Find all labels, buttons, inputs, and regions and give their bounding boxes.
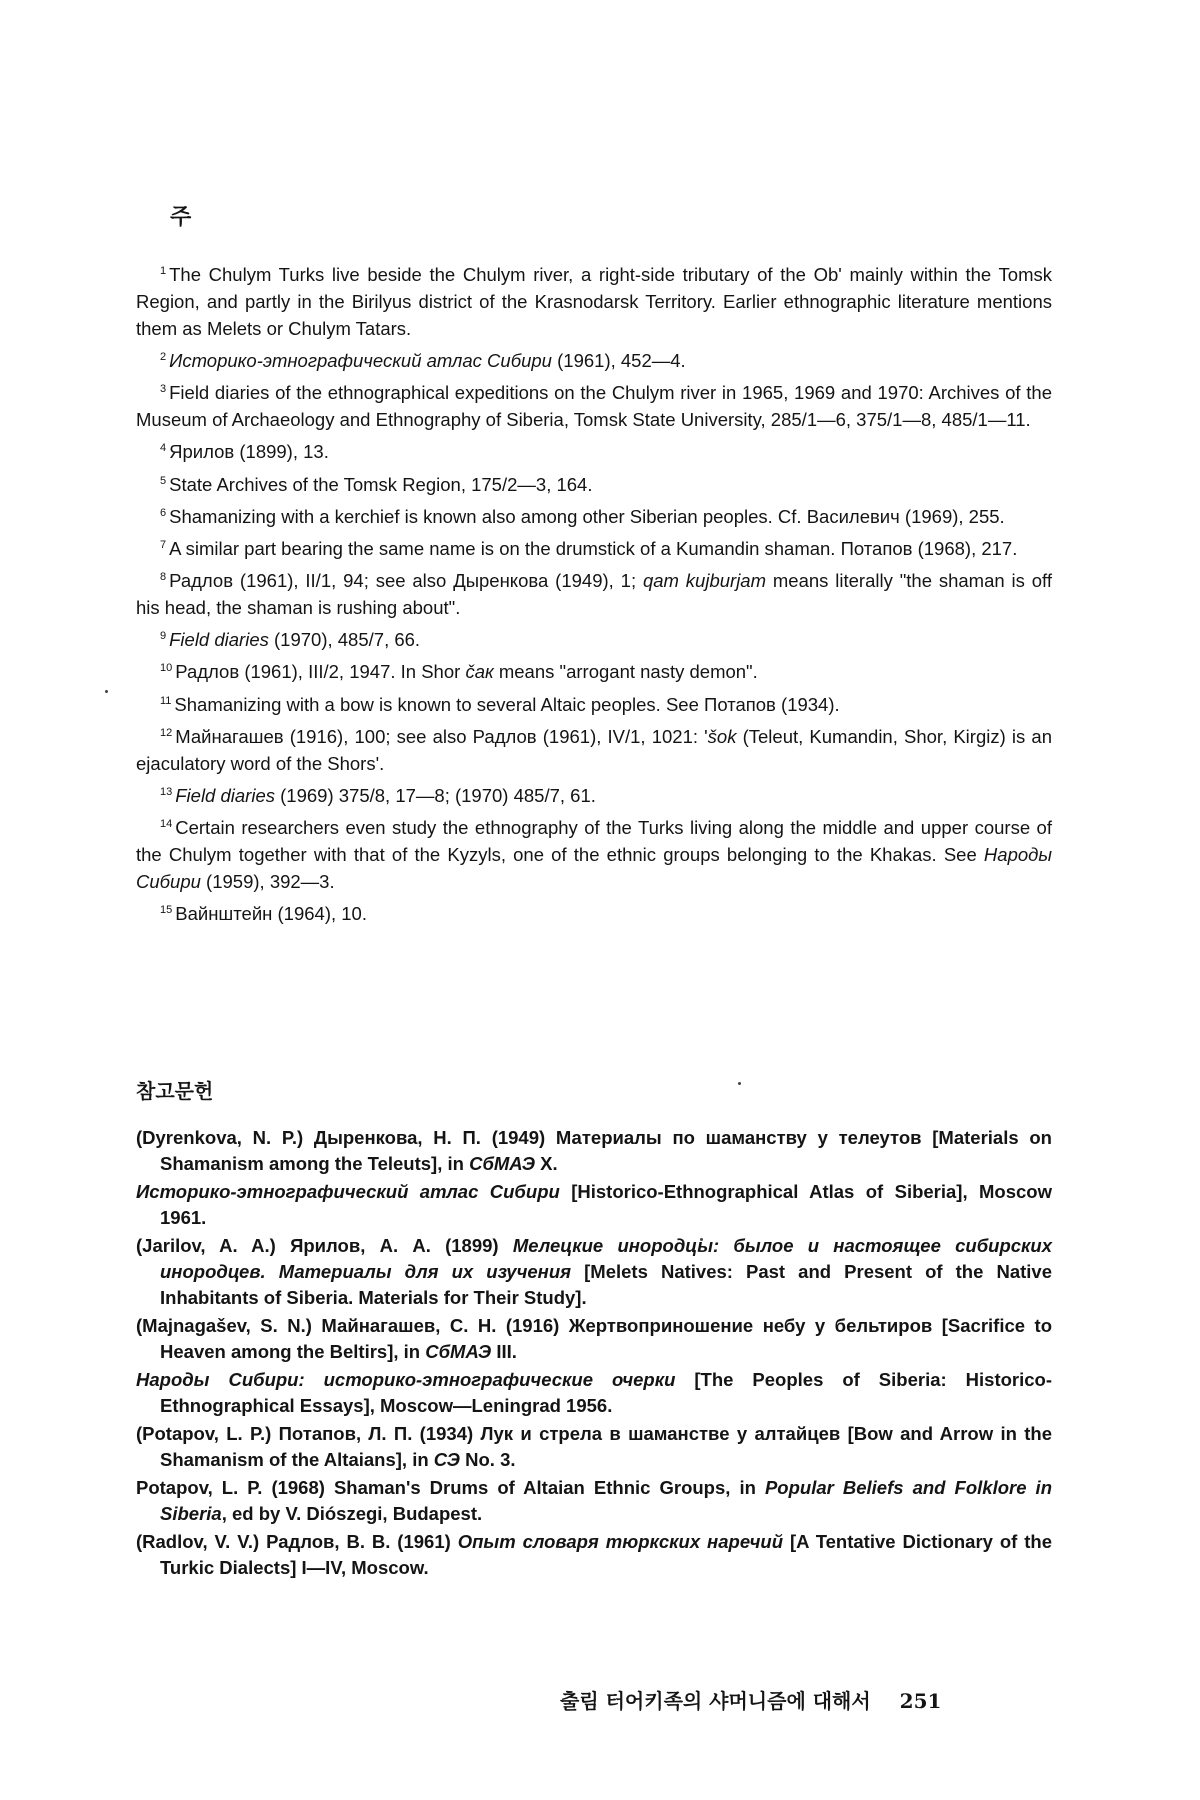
footnote-4 (136, 435, 1052, 465)
references-list (136, 1125, 1052, 1583)
footnote-text: Майнагашев (1916), 100; see also Радлов (1961), IV/1, 1021: ' (175, 725, 708, 747)
footnote-text: (1969) 375/8, 17—8; (1970) 485/7, 61. (275, 785, 596, 807)
reference-italic: Popular Beliefs and Folklore in Siberia (160, 1477, 1052, 1524)
footnote-number: 10 (160, 662, 173, 675)
footnote-italic: čaк (465, 661, 494, 683)
footnote-number: 7 (160, 538, 167, 551)
reference-item (136, 1125, 1052, 1177)
footnote-number: 15 (160, 904, 173, 917)
footnote-8 (136, 564, 1052, 621)
footnote-3 (136, 376, 1052, 433)
reference-item (136, 1475, 1052, 1527)
footnote-11 (136, 688, 1052, 718)
reference-italic: Историко-этнографический атлас Сибири (136, 1181, 560, 1202)
footnote-number: 3 (160, 383, 167, 396)
reference-text: [The Peoples of Siberia: Historico-Ethnographical Essays], Moscow—Leningrad 1956. (160, 1369, 1052, 1416)
footnote-text: Field diaries of the ethnographical expeditions on the Chulym river in 1965, 1969 and 1970: Archives of the Museum of Archaeology and Ethnography of Siberia, Tomsk State University, 285/1—6, 375/1—8, 485/1—11. (136, 382, 1052, 431)
reference-text: X. (535, 1153, 558, 1174)
footnote-number: 6 (160, 506, 167, 519)
footnote-text: (1970), 485/7, 66. (268, 629, 421, 651)
footnote-14 (136, 811, 1052, 895)
reference-text: III. (491, 1341, 517, 1362)
footnote-text: The Chulym Turks live beside the Chulym river, a right-side tributary of the Ob' mainly within the Tomsk Region, and partly in the Birilyus district of the Krasnodarsk Territory. Earlier ethnographic literature mentions them as Melets or Chulym Tatars. (136, 264, 1052, 340)
footnote-number: 12 (160, 726, 173, 739)
scan-speck (738, 1082, 741, 1085)
scan-speck (105, 690, 108, 693)
footnote-number: 4 (160, 442, 167, 455)
footnote-12 (136, 720, 1052, 777)
footnote-italic: Field diaries (175, 785, 275, 807)
footnote-text: Радлов (1961), II/1, 94; see also Дыренкова (1949), 1; (169, 570, 643, 592)
reference-text: Potapov, L. P. (1968) Shaman's Drums of Altaian Ethnic Groups, in (136, 1477, 765, 1498)
page-number: 251 (899, 1689, 942, 1713)
footnote-10 (136, 655, 1052, 685)
footnote-number: 13 (160, 785, 173, 798)
footnote-italic: Field diaries (169, 629, 269, 651)
reference-italic: СбМАЭ (469, 1153, 536, 1174)
reference-text: [Melets Natives: Past and Present of the Native Inhabitants of Siberia. Materials for Their Study]. (160, 1261, 1053, 1308)
footnote-text: Certain researchers even study the ethnography of the Turks living along the middle and upper course of the Chulym together with that of the Kyzyls, one of the ethnic groups belonging to the Khakas. See (136, 817, 1052, 866)
reference-italic: СбМАЭ (425, 1341, 492, 1362)
reference-text: , ed by V. Diószegi, Budapest. (221, 1503, 483, 1524)
footnote-5 (136, 468, 1052, 498)
reference-text: (Dyrenkova, N. P.) Дыренкова, Н. П. (1949) Материалы по шаманству у телеутов [Materials on Shamanism among the Teleuts], in (136, 1127, 1052, 1174)
footnote-number: 8 (160, 571, 167, 584)
footnote-2 (136, 344, 1052, 374)
footnote-italic: qam kujburjam (642, 570, 767, 592)
reference-italic: Мелецкие инородцы: былое и настоящее сибирских инородцев. Материалы для их изучения (160, 1235, 1052, 1282)
footnote-number: 2 (160, 351, 167, 364)
footnote-text: means "arrogant nasty demon". (493, 661, 758, 683)
reference-item (136, 1313, 1052, 1365)
footnote-text: Shamanizing with a bow is known to several Altaic peoples. See Потапов (1934). (174, 693, 840, 715)
footnote-text: A similar part bearing the same name is on the drumstick of a Kumandin shaman. Потапов (1968), 217. (169, 538, 1018, 560)
reference-item (136, 1529, 1052, 1581)
footnote-text: Ярилов (1899), 13. (169, 441, 329, 463)
reference-item (136, 1367, 1052, 1419)
footnote-text: Вайнштейн (1964), 10. (175, 903, 367, 925)
reference-item (136, 1179, 1052, 1231)
footnote-italic: Народы Сибири (136, 844, 1052, 893)
reference-italic: СЭ (433, 1449, 460, 1470)
reference-italic: Народы Сибири: историко-этнографические очерки (136, 1369, 676, 1390)
footnote-6 (136, 500, 1052, 530)
footnote-text: Радлов (1961), III/2, 1947. In Shor (175, 661, 466, 683)
reference-text: [A Tentative Dictionary of the Turkic Dialects] I—IV, Moscow. (160, 1531, 1052, 1578)
footnote-italic: Историко-этнографический атлас Сибири (169, 350, 552, 372)
footnote-text: Shamanizing with a kerchief is known also among other Siberian peoples. Cf. Василевич (1969), 255. (169, 505, 1005, 527)
footnote-9 (136, 623, 1052, 653)
footnote-text: (1961), 452—4. (551, 350, 686, 372)
footnote-text: (Teleut, Kumandin, Shor, Kirgiz) is an ejaculatory word of the Shors'. (136, 725, 1052, 774)
reference-text: No. 3. (459, 1449, 516, 1470)
reference-item (136, 1421, 1052, 1473)
reference-text: (Jarilov, A. A.) Ярилов, А. А. (1899) (136, 1235, 513, 1256)
footnote-15 (136, 897, 1052, 927)
reference-item (136, 1233, 1052, 1311)
reference-text: (Radlov, V. V.) Радлов, В. В. (1961) (136, 1531, 458, 1552)
running-title: 출림 터어키족의 샤머니즘에 대해서 (560, 1689, 871, 1713)
footnote-1 (136, 258, 1052, 342)
footnote-number: 1 (160, 265, 167, 277)
footnote-italic: šok (707, 725, 737, 747)
page-footer (560, 1685, 941, 1714)
reference-text: (Majnagašev, S. N.) Майнагашев, С. Н. (1916) Жертвоприношение небу у бельтиров [Sacrifice to Heaven among the Beltirs], in (136, 1315, 1052, 1362)
footnote-number: 5 (160, 474, 167, 487)
footnote-number: 14 (160, 818, 173, 831)
footnote-number: 9 (160, 630, 167, 643)
references-heading: 참고문헌 (136, 1079, 214, 1103)
footnote-7 (136, 532, 1052, 562)
reference-text: (Potapov, L. P.) Потапов, Л. П. (1934) Лук и стрела в шаманстве у алтайцев [Bow and Arrow in the Shamanism of the Altaians], in (136, 1423, 1052, 1470)
footnote-text: State Archives of the Tomsk Region, 175/2—3, 164. (169, 473, 593, 495)
footnote-text: means literally "the shaman is off his head, the shaman is rushing about". (136, 570, 1052, 619)
footnote-number: 11 (160, 694, 172, 707)
notes-heading: 주 (170, 205, 192, 230)
footnote-text: (1959), 392—3. (200, 871, 335, 893)
reference-italic: Опыт словаря тюркских наречий (457, 1531, 784, 1552)
reference-text: [Historico-Ethnographical Atlas of Siberia], Moscow 1961. (160, 1181, 1052, 1228)
footnote-13 (136, 779, 1052, 809)
footnotes-section (136, 258, 1052, 929)
